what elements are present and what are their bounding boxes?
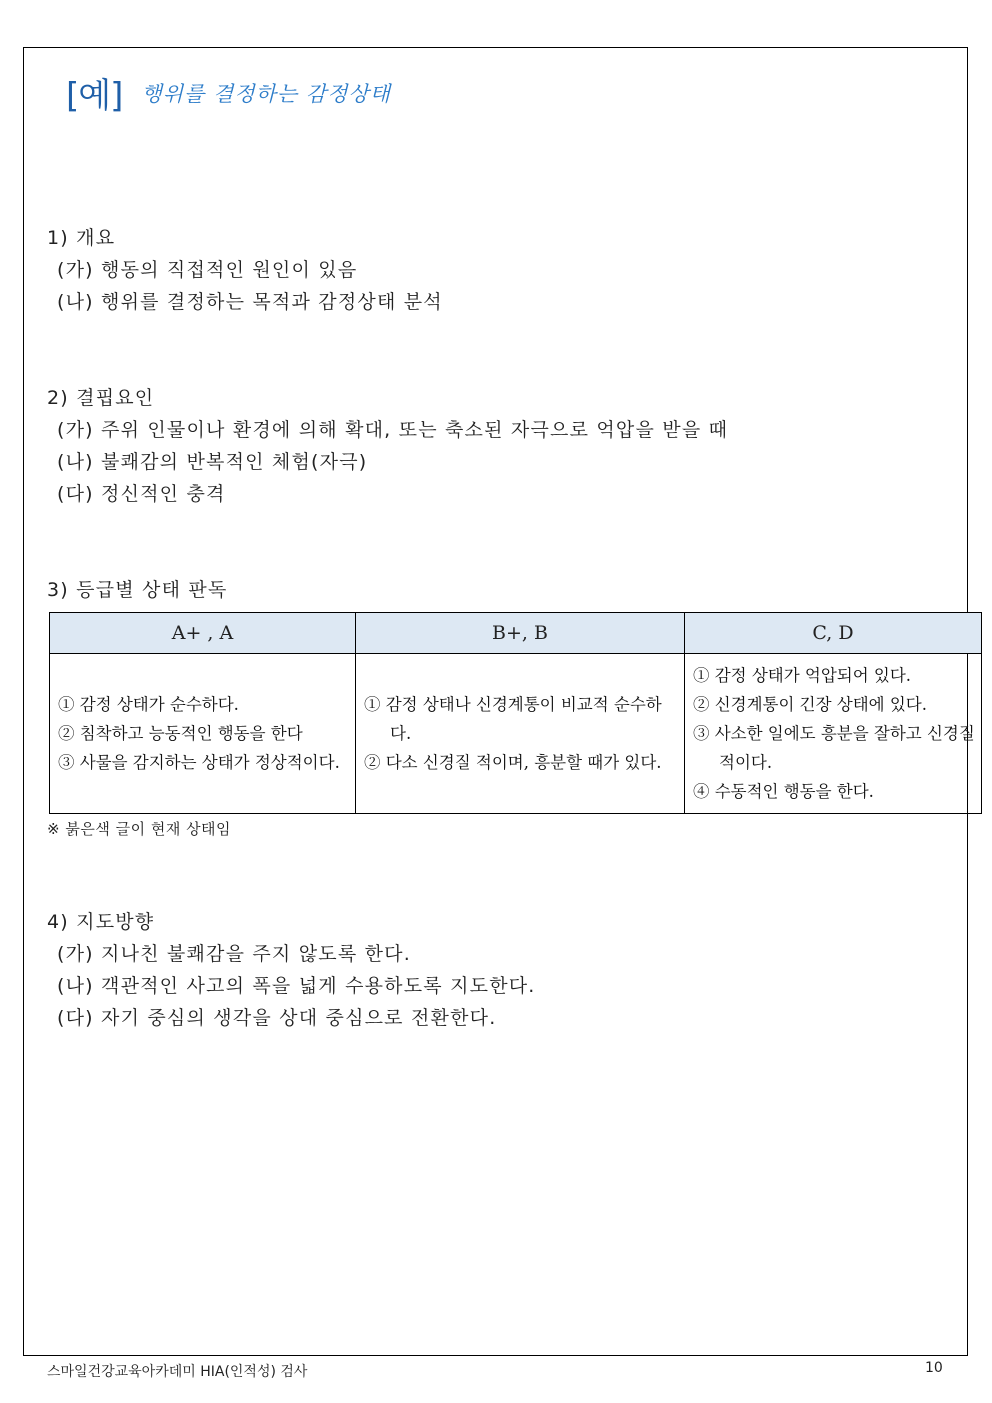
section3-heading: 3) 등급별 상태 판독 <box>47 579 228 601</box>
section2-line: (다) 정신적인 충격 <box>57 483 226 505</box>
grade-table-header-row <box>50 613 982 654</box>
grade-c-item: ④ 수동적인 행동을 한다. <box>693 782 874 801</box>
section4-heading: 4) 지도방향 <box>47 911 155 933</box>
grade-c-cell <box>685 654 982 814</box>
grade-a-cell <box>50 654 356 814</box>
grade-table-body-row <box>50 654 982 814</box>
grade-table <box>49 612 982 814</box>
page-title <box>66 68 391 117</box>
table-note: ※ 붉은색 글이 현재 상태임 <box>47 820 232 838</box>
section2-line: (가) 주위 인물이나 환경에 의해 확대, 또는 축소된 자극으로 억압을 받을 때 <box>57 419 729 441</box>
grade-c-item: ② 신경계통이 긴장 상태에 있다. <box>693 695 927 714</box>
title-subtitle: 행위를 결정하는 감정상태 <box>141 81 391 106</box>
section4-line: (나) 객관적인 사고의 폭을 넓게 수용하도록 지도한다. <box>57 975 536 997</box>
section2-line: (나) 불쾌감의 반복적인 체험(자극) <box>57 451 368 473</box>
grade-b-cell-current <box>356 654 685 814</box>
section2-heading: 2) 결핍요인 <box>47 387 155 409</box>
grade-c-item: ① 감정 상태가 억압되어 있다. <box>693 666 912 685</box>
section1-line: (나) 행위를 결정하는 목적과 감정상태 분석 <box>57 291 443 313</box>
section4-line: (가) 지나친 불쾌감을 주지 않도록 한다. <box>57 943 411 965</box>
section1-line: (가) 행동의 직접적인 원인이 있음 <box>57 259 358 281</box>
title-tag: [예] <box>66 76 123 116</box>
grade-a-item: ③ 사물을 감지하는 상태가 정상적이다. <box>58 753 340 772</box>
grade-c-item: ③ 사소한 일에도 흥분을 잘하고 신경질 적이다. <box>693 724 975 772</box>
section1-heading: 1) 개요 <box>47 227 116 249</box>
grade-b-item: ② 다소 신경질 적이며, 흥분할 때가 있다. <box>364 753 662 772</box>
grade-a-item: ② 침착하고 능동적인 행동을 한다 <box>58 724 303 743</box>
grade-b-item: ① 감정 상태나 신경계통이 비교적 순수하다. <box>364 695 662 743</box>
grade-a-item: ① 감정 상태가 순수하다. <box>58 695 239 714</box>
header-grade-b: B+, B <box>356 613 685 654</box>
section4-line: (다) 자기 중심의 생각을 상대 중심으로 전환한다. <box>57 1007 497 1029</box>
footer-text: 스마일건강교육아카데미 HIA(인적성) 검사 <box>47 1364 308 1380</box>
page-number: 10 <box>925 1360 943 1376</box>
header-grade-a: A+ , A <box>50 613 356 654</box>
header-grade-c: C, D <box>685 613 982 654</box>
